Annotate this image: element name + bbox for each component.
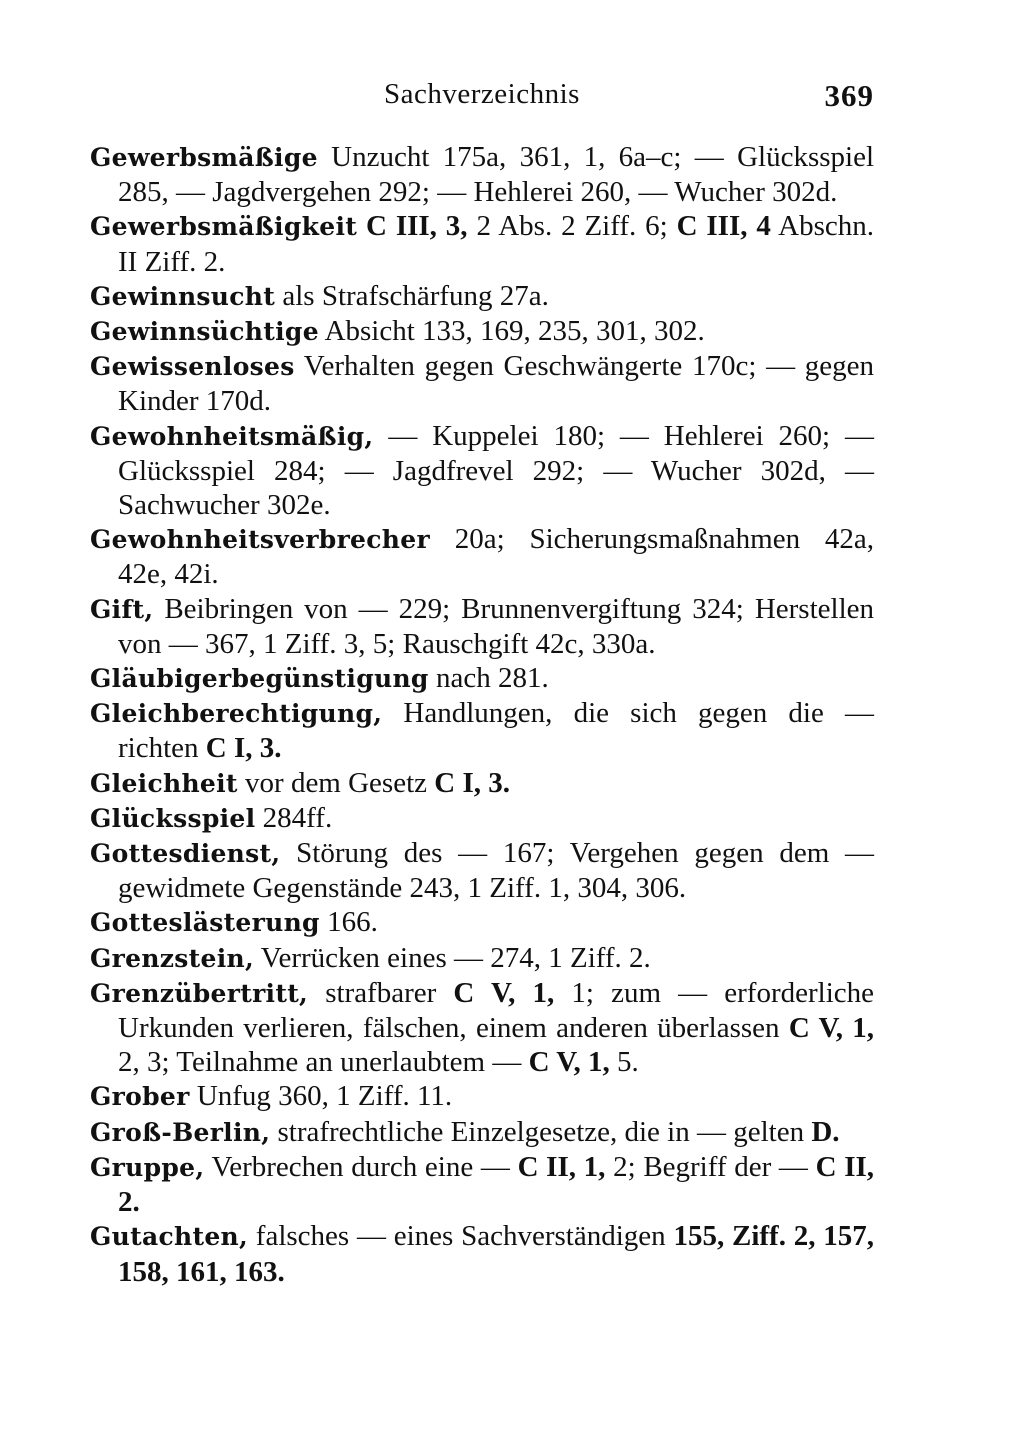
entry-text: nach 281. bbox=[428, 662, 549, 695]
running-title: Sachverzeichnis bbox=[384, 78, 580, 110]
entry-text: 5. bbox=[609, 1046, 639, 1079]
entry-headword: Gläubigerbegünstigung bbox=[90, 664, 429, 694]
entry-headword: Gotteslästerung bbox=[90, 908, 320, 938]
entry-text: 1; zum — erforderliche Urkunden verlieren, fälschen, einem anderen überlassen bbox=[118, 976, 874, 1045]
index-entry bbox=[90, 314, 874, 349]
index-entry bbox=[90, 209, 874, 278]
entry-text: Verrücken eines — 274, 1 Ziff. 2. bbox=[254, 941, 651, 974]
entry-text: strafbarer bbox=[308, 976, 454, 1009]
page-header bbox=[90, 78, 874, 118]
entry-text: 284ff. bbox=[255, 801, 333, 834]
entry-text: Verbrechen durch eine — bbox=[204, 1150, 518, 1183]
index-entry bbox=[90, 941, 874, 976]
entry-headword: Gruppe, bbox=[90, 1152, 205, 1182]
entry-reference: C II, 1, bbox=[517, 1150, 606, 1183]
entry-text: — Kuppelei 180; — Hehlerei 260; — Glücksspiel 284; — Jagdfrevel 292; — Wucher 302d, — Sachwucher 302e. bbox=[118, 419, 874, 522]
entry-text: Absicht 133, 169, 235, 301, 302. bbox=[318, 315, 705, 348]
entry-headword: Grober bbox=[90, 1082, 190, 1112]
entry-text: strafrechtliche Einzelgesetze, die in — gelten bbox=[270, 1115, 812, 1148]
entry-text: 2 Abs. 2 Ziff. 6; bbox=[467, 210, 677, 243]
entry-text: vor dem Gesetz bbox=[237, 766, 435, 799]
entry-reference: C V, 1, bbox=[788, 1012, 874, 1045]
entry-text: Störung des — 167; Vergehen gegen dem — gewidmete Gegenstände 243, 1 Ziff. 1, 304, 306. bbox=[118, 837, 874, 905]
entry-text: Verhalten gegen Geschwängerte 170c; — gegen Kinder 170d. bbox=[118, 350, 874, 418]
index-entry bbox=[90, 349, 874, 418]
entry-headword: Gutachten, bbox=[90, 1222, 249, 1252]
index-entry bbox=[90, 522, 874, 591]
entry-headword: Gewinnsüchtige bbox=[90, 317, 319, 347]
index-entry bbox=[90, 801, 874, 836]
entry-headword: Gewohnheitsmäßig, bbox=[90, 421, 374, 451]
index-entry bbox=[90, 976, 874, 1080]
entry-headword: Glücksspiel bbox=[90, 803, 256, 833]
entry-text: Abschn. II Ziff. 2. bbox=[118, 210, 875, 278]
entry-headword: Groß-Berlin, bbox=[90, 1117, 271, 1147]
page-number: 369 bbox=[824, 78, 874, 113]
entry-headword: Gewerbsmäßige bbox=[90, 143, 318, 172]
entry-reference: D. bbox=[811, 1115, 840, 1148]
entry-text: 2, 3; Teilnahme an unerlaubtem — bbox=[118, 1046, 529, 1079]
index-entry bbox=[90, 905, 874, 940]
entry-reference: 155, Ziff. 2, 157, 158, 161, 163. bbox=[118, 1220, 875, 1288]
entry-text: Beibringen von — 229; Brunnenvergiftung 324; Herstellen von — 367, 1 Ziff. 3, 5; Rauschgift 42c, 330a. bbox=[118, 592, 874, 660]
entry-headword: Grenzübertritt, bbox=[90, 978, 309, 1008]
index-entries bbox=[90, 140, 874, 1289]
entry-text: Handlungen, die sich gegen die — richten bbox=[118, 697, 874, 765]
entry-text: Unzucht 175a, 361, 1, 6a–c; — Glücksspiel 285, — Jagdvergehen 292; — Hehlerei 260, — Wucher 302d. bbox=[118, 141, 874, 209]
entry-headword: Grenzstein, bbox=[90, 943, 255, 973]
index-entry bbox=[90, 1079, 874, 1114]
entry-text: falsches — eines Sachverständigen bbox=[248, 1220, 674, 1253]
entry-headword: Gottesdienst, bbox=[90, 839, 281, 869]
entry-text: als Strafschärfung 27a. bbox=[275, 279, 549, 312]
index-entry bbox=[90, 836, 874, 905]
entry-reference: C I, 3. bbox=[434, 766, 511, 799]
entry-headword: Gleichheit bbox=[90, 768, 238, 798]
entry-reference: C V, 1, bbox=[453, 976, 555, 1009]
index-entry bbox=[90, 766, 874, 801]
index-entry bbox=[90, 661, 874, 696]
entry-text: 166. bbox=[319, 906, 378, 939]
entry-headword: Gewerbsmäßigkeit bbox=[90, 212, 358, 242]
entry-headword: Gleichberechtigung, bbox=[90, 699, 383, 729]
entry-reference: C I, 3. bbox=[205, 732, 282, 765]
entry-text: 2; Begriff der — bbox=[605, 1150, 816, 1183]
index-entry bbox=[90, 592, 874, 661]
entry-reference: C II, 2. bbox=[118, 1150, 875, 1219]
index-entry bbox=[90, 419, 874, 523]
entry-headword: Gewissenloses bbox=[90, 352, 295, 382]
entry-headword: Gewinnsucht bbox=[90, 281, 276, 311]
entry-reference: C V, 1, bbox=[528, 1046, 610, 1079]
entry-reference: C III, 4 bbox=[676, 210, 771, 243]
index-entry bbox=[90, 279, 874, 314]
index-entry bbox=[90, 1115, 874, 1150]
entry-text: Unfug 360, 1 Ziff. 11. bbox=[189, 1080, 453, 1113]
entry-headword: Gift, bbox=[90, 594, 154, 624]
index-entry bbox=[90, 696, 874, 765]
entry-text: 20a; Sicherungsmaßnahmen 42a, 42e, 42i. bbox=[118, 523, 874, 591]
entry-headword: Gewohnheitsverbrecher bbox=[90, 525, 430, 555]
entry-reference: C III, 3, bbox=[366, 210, 468, 243]
index-entry bbox=[90, 1219, 874, 1288]
index-entry bbox=[90, 140, 874, 209]
index-entry bbox=[90, 1150, 874, 1219]
